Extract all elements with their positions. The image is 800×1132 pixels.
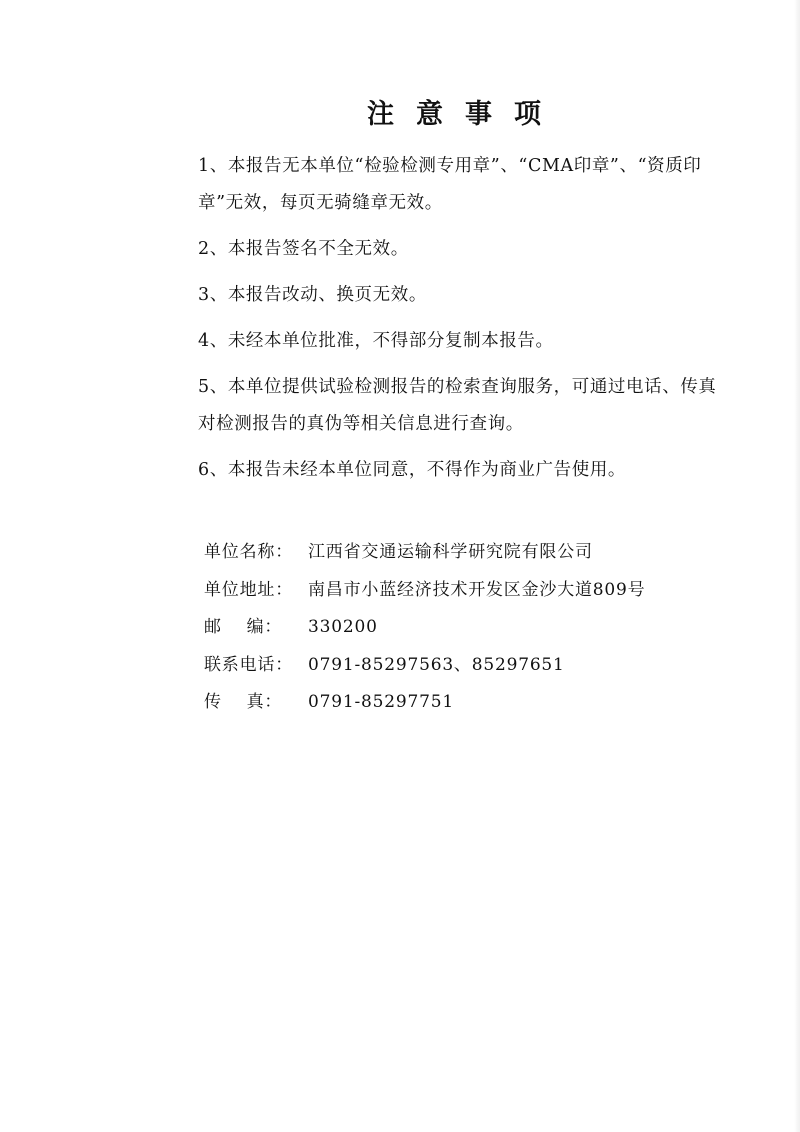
info-row-address [204,572,645,610]
info-row-postcode [204,609,645,647]
note-item-5: 5、本单位提供试验检测报告的检索查询服务，可通过电话、传真对检测报告的真伪等相关信息进行查询。 [198,377,717,434]
fax-number: 0791-85297751 [308,692,454,712]
note-item-1: 1、本报告无本单位“检验检测专用章”、“CMA印章”、“资质印章”无效，每页无骑缝章无效。 [198,156,702,213]
contact-info [204,534,645,722]
info-row-company [204,534,645,572]
note-item-6: 6、本报告未经本单位同意，不得作为商业广告使用。 [198,460,627,480]
info-label: 单位地址： [204,579,293,600]
page-title: 注意事项 [367,99,563,130]
info-label: 单位名称： [204,542,293,562]
info-row-fax [204,684,645,722]
info-label: 邮 编： [204,617,283,637]
info-row-phone [204,647,645,685]
info-label: 传 真： [204,692,283,712]
info-label: 联系电话： [204,654,293,675]
note-item-4: 4、未经本单位批准，不得部分复制本报告。 [198,331,554,351]
scan-edge [794,0,800,1132]
notes-list [198,148,728,498]
phone-number: 0791-85297563、85297651 [308,654,565,675]
note-item-3: 3、本报告改动、换页无效。 [198,285,427,305]
company-address: 南昌市小蓝经济技术开发区金沙大道809号 [308,579,646,600]
postcode: 330200 [308,617,378,637]
note-item-2: 2、本报告签名不全无效。 [198,239,409,259]
company-name: 江西省交通运输科学研究院有限公司 [308,542,593,562]
